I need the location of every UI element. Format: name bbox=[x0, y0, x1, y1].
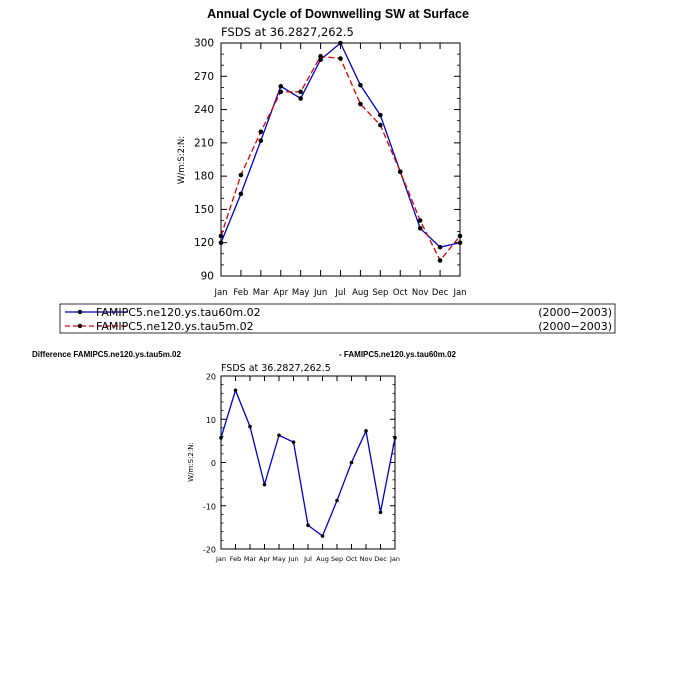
series-1-point bbox=[234, 388, 238, 392]
y-tick-label: 20 bbox=[205, 372, 216, 382]
difference-chart bbox=[32, 350, 457, 563]
series-1-point bbox=[364, 429, 368, 433]
x-tick-label: Apr bbox=[258, 555, 271, 563]
x-tick-label: Aug bbox=[352, 288, 369, 298]
x-tick-label: Apr bbox=[273, 288, 289, 298]
y-tick-label: 10 bbox=[205, 415, 216, 425]
legend-marker-series-2 bbox=[78, 324, 82, 328]
series-1-point bbox=[219, 436, 223, 440]
series-1-point bbox=[458, 240, 463, 245]
legend-label-series-1: FAMIPC5.ne120.ys.tau60m.02 bbox=[96, 306, 261, 319]
x-tick-label: Mar bbox=[243, 555, 257, 563]
y-tick-label: 300 bbox=[193, 37, 214, 50]
difference-title-left: Difference FAMIPC5.ne120.ys.tau5m.02 bbox=[32, 350, 181, 359]
y-tick-label: 240 bbox=[193, 104, 214, 117]
legend-label-series-2: FAMIPC5.ne120.ys.tau5m.02 bbox=[96, 320, 254, 333]
legend-period-series-1: (2000−2003) bbox=[538, 306, 612, 319]
series-1-point bbox=[378, 113, 383, 118]
y-tick-label: 180 bbox=[193, 170, 214, 183]
x-tick-label: Jun bbox=[313, 288, 328, 298]
x-tick-label: Nov bbox=[411, 288, 429, 298]
plot-frame bbox=[221, 43, 460, 276]
series-1-point bbox=[338, 41, 343, 46]
series-1-point bbox=[350, 461, 354, 465]
x-tick-label: Aug bbox=[316, 555, 329, 563]
series-2-point bbox=[418, 218, 423, 223]
legend-period-series-2: (2000−2003) bbox=[538, 320, 612, 333]
difference-y-axis-label: W/m:S:2:N: bbox=[187, 442, 195, 482]
series-1-point bbox=[393, 436, 397, 440]
series-1-point bbox=[277, 433, 281, 437]
y-tick-label: 0 bbox=[210, 459, 216, 468]
x-tick-label: Jun bbox=[288, 555, 299, 563]
series-2-point bbox=[378, 123, 383, 128]
x-tick-label: May bbox=[291, 288, 310, 298]
series-2-point bbox=[219, 234, 224, 239]
series-1-point bbox=[379, 510, 383, 514]
y-tick-label: 270 bbox=[193, 70, 214, 83]
chart-title: Annual Cycle of Downwelling SW at Surface bbox=[207, 7, 469, 21]
legend bbox=[60, 304, 615, 333]
y-tick-label: 210 bbox=[193, 137, 214, 150]
y-tick-label: 90 bbox=[200, 270, 214, 283]
series-2-point bbox=[458, 234, 463, 239]
difference-y-axis-ticks bbox=[203, 373, 395, 555]
series-2-point bbox=[278, 90, 283, 95]
annual-cycle-chart bbox=[177, 7, 469, 298]
series-1-point bbox=[263, 483, 267, 487]
y-tick-label: 120 bbox=[193, 237, 214, 250]
x-tick-label: Mar bbox=[252, 288, 269, 298]
x-tick-label: Oct bbox=[392, 288, 408, 298]
series-1-point bbox=[239, 192, 244, 197]
x-tick-label: Feb bbox=[229, 555, 242, 563]
x-axis-ticks bbox=[213, 43, 466, 298]
series-1-point bbox=[358, 83, 363, 88]
y-tick-label: -10 bbox=[202, 502, 216, 512]
x-tick-label: Jan bbox=[453, 288, 467, 298]
series-1-point bbox=[438, 245, 443, 250]
legend-marker-series-1 bbox=[78, 310, 82, 314]
x-tick-label: May bbox=[272, 555, 286, 563]
series-line-1 bbox=[221, 390, 395, 536]
x-tick-label: Jan bbox=[389, 555, 401, 563]
difference-title-right: - FAMIPC5.ne120.ys.tau60m.02 bbox=[339, 350, 456, 359]
x-tick-label: Dec bbox=[374, 555, 387, 563]
series-2-point bbox=[358, 102, 363, 107]
series-1-point bbox=[259, 138, 264, 143]
x-tick-label: Jul bbox=[335, 288, 346, 298]
x-tick-label: Nov bbox=[359, 555, 373, 563]
series-line-2 bbox=[221, 56, 460, 260]
series-2-point bbox=[318, 54, 323, 59]
series-2-point bbox=[298, 90, 303, 95]
y-axis-label: W/m:S:2:N: bbox=[177, 135, 187, 185]
series-2-point bbox=[239, 173, 244, 178]
series-1-point bbox=[248, 425, 252, 429]
series-1-point bbox=[278, 84, 283, 89]
x-tick-label: Feb bbox=[233, 288, 249, 298]
series-line-1 bbox=[221, 43, 460, 247]
series-1-point bbox=[335, 499, 339, 503]
x-tick-label: Sep bbox=[372, 288, 389, 298]
x-tick-label: Jan bbox=[215, 555, 227, 563]
series-1-point bbox=[292, 440, 296, 444]
x-tick-label: Dec bbox=[431, 288, 449, 298]
series-2-point bbox=[259, 129, 264, 134]
difference-subtitle: FSDS at 36.2827,262.5 bbox=[221, 363, 331, 374]
series-1-point bbox=[219, 240, 224, 245]
series-1-point bbox=[418, 226, 423, 231]
y-tick-label: -20 bbox=[202, 545, 216, 555]
series-1-point bbox=[298, 96, 303, 101]
series-1-point bbox=[306, 523, 310, 527]
x-tick-label: Jan bbox=[214, 288, 228, 298]
y-axis-ticks bbox=[194, 38, 460, 283]
series-2-point bbox=[398, 169, 403, 174]
data-series bbox=[219, 41, 463, 263]
chart-subtitle: FSDS at 36.2827,262.5 bbox=[221, 25, 354, 39]
y-tick-label: 150 bbox=[193, 203, 214, 216]
x-tick-label: Oct bbox=[345, 555, 358, 563]
series-2-point bbox=[438, 258, 443, 263]
series-1-point bbox=[321, 534, 325, 538]
series-2-point bbox=[338, 56, 343, 61]
x-tick-label: Sep bbox=[330, 555, 344, 563]
difference-data-series bbox=[219, 388, 397, 537]
x-tick-label: Jul bbox=[304, 555, 312, 563]
